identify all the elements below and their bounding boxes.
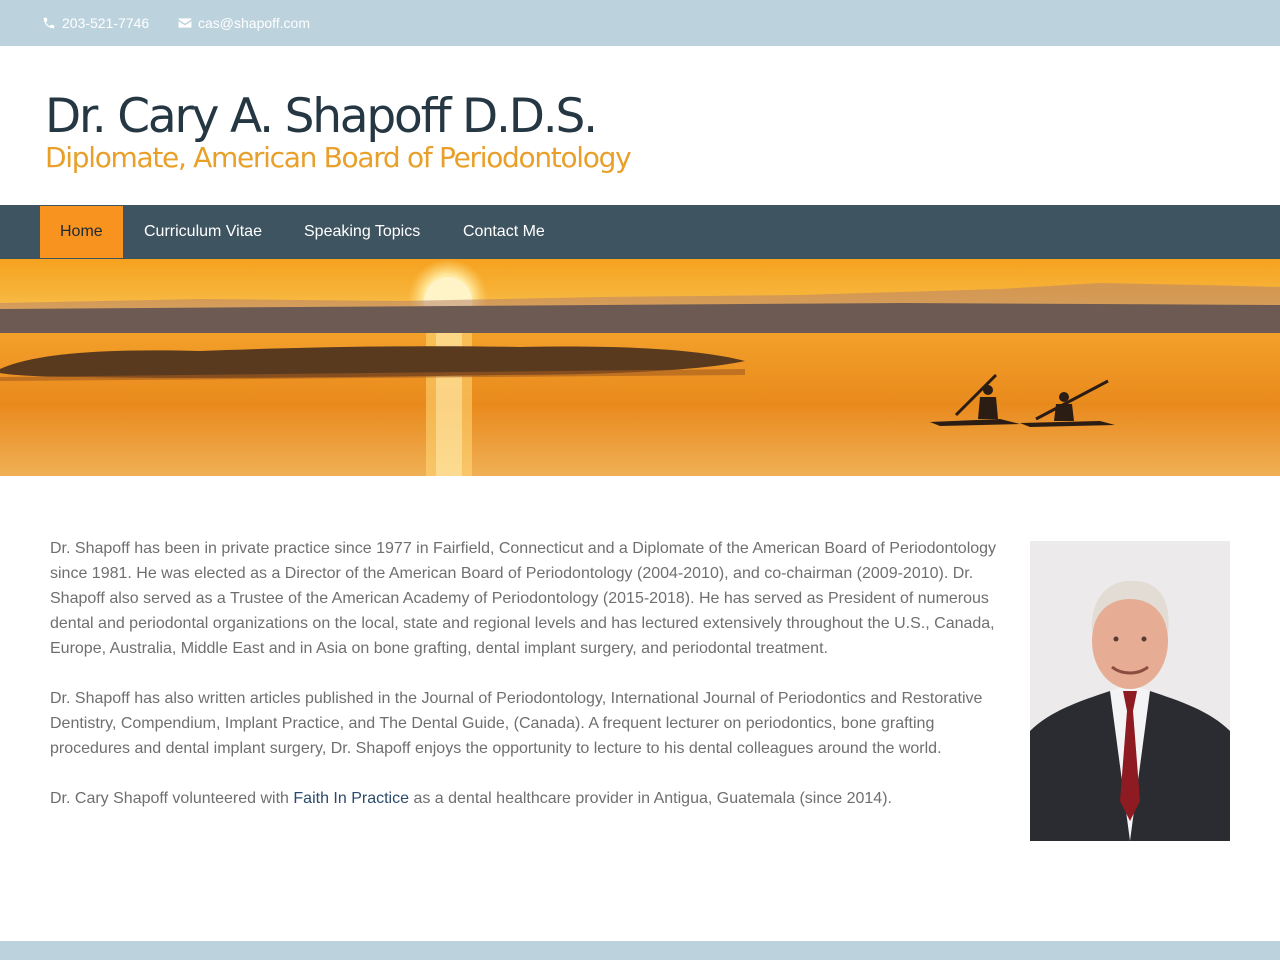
site-header (0, 46, 1280, 205)
nav-item-home[interactable]: Home (40, 206, 123, 258)
bio-paragraph-3-rest: as a dental healthcare provider in Antigua, Guatemala (since 2014). (409, 790, 892, 807)
nav-item-curriculum-vitae[interactable]: Curriculum Vitae (144, 223, 262, 240)
top-contact-bar (0, 0, 1280, 46)
bio-paragraph-3 (50, 786, 1005, 811)
main-nav (0, 205, 1280, 259)
nav-item-speaking-topics[interactable]: Speaking Topics (304, 223, 421, 240)
faith-in-practice-link[interactable]: Faith In Practice (293, 790, 409, 807)
phone-number[interactable]: 203-521-7746 (62, 15, 150, 31)
bio-paragraph-3-intro: Dr. Cary Shapoff volunteered with (50, 790, 294, 807)
email-contact[interactable] (178, 15, 310, 31)
email-address[interactable]: cas@shapoff.com (198, 15, 311, 31)
site-subtitle: Diplomate, American Board of Periodontology (45, 141, 631, 174)
envelope-icon (178, 17, 192, 29)
phone-contact[interactable] (42, 15, 149, 31)
bio-paragraph-2: Dr. Shapoff has also written articles published in the Journal of Periodontology, International Journal of Periodontics and Restorative Dentistry, Compendium, Implant Practice, and The Dental Guide, (Canada). A frequent lecturer on periodontics, bone grafting procedures and dental implant surgery, Dr. Shapoff enjoys the opportunity to lecture to his dental colleagues around the world. (50, 690, 983, 757)
doctor-portrait-photo (1030, 541, 1230, 841)
bio-paragraph-1: Dr. Shapoff has been in private practice since 1977 in Fairfield, Connecticut and a Diplomate of the American Board of Periodontology since 1981. He was elected as a Director of the American Board of Periodontology (2004-2010), and co-chairman (2009-2010). Dr. Shapoff also served as a Trustee of the American Academy of Periodontology (2015-2018). He has served as President of numerous dental and periodontal organizations on the local, state and regional levels and has lectured extensively throughout the U.S., Canada, Europe, Australia, Middle East and in Asia on bone grafting, dental implant surgery, and periodontal treatment. (50, 540, 997, 657)
phone-icon (42, 16, 56, 30)
footer-bar (0, 941, 1280, 960)
bio-content (50, 536, 1005, 836)
site-title[interactable]: Dr. Cary A. Shapoff D.D.S. (45, 89, 596, 144)
nav-item-contact-me[interactable]: Contact Me (463, 223, 545, 240)
hero-banner-image (0, 259, 1280, 476)
